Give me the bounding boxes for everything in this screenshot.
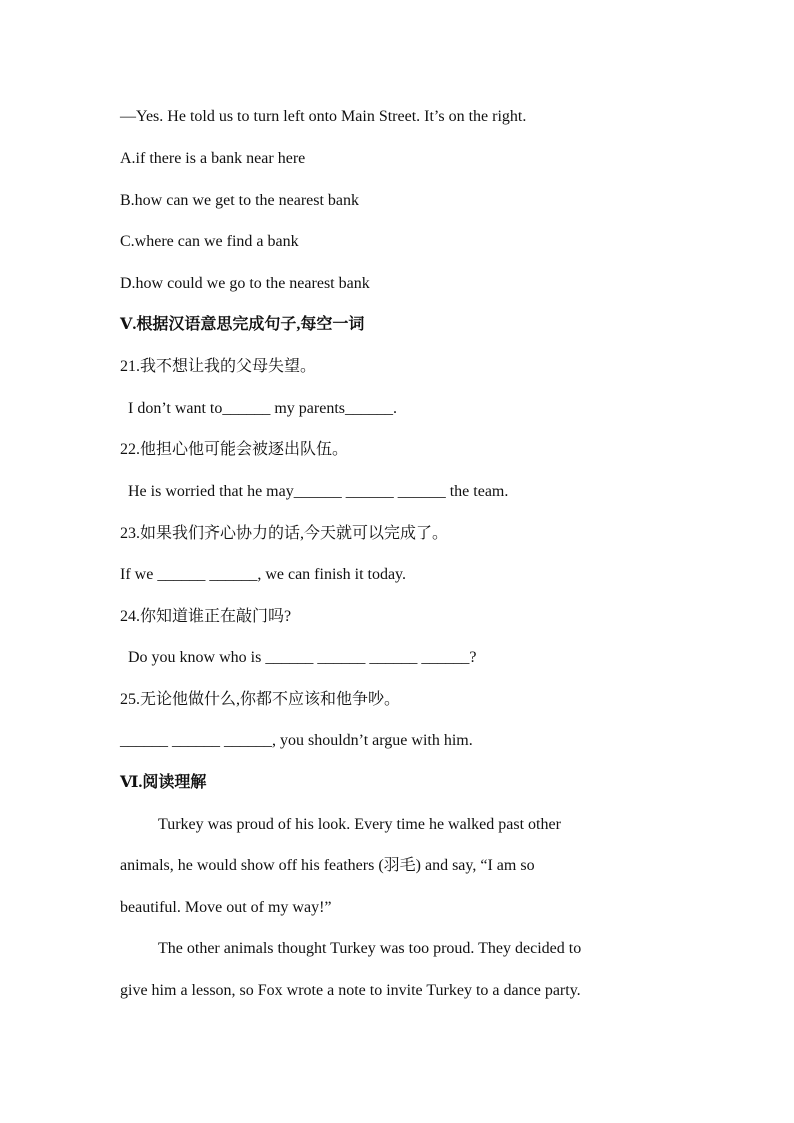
dialog-answer: —Yes. He told us to turn left onto Main Street. It’s on the right. [120, 108, 527, 125]
question-21-english: I don’t want to______ my parents______. [128, 400, 398, 417]
reading-line-2: animals, he would show off his feathers (羽毛) and say, “I am so [120, 857, 535, 874]
option-c: C.where can we find a bank [120, 233, 299, 250]
question-23-english: If we ______ ______, we can finish it today. [120, 566, 407, 583]
reading-line-1: Turkey was proud of his look. Every time he walked past other [158, 816, 561, 833]
option-d: D.how could we go to the nearest bank [120, 275, 370, 292]
reading-line-4: The other animals thought Turkey was too proud. They decided to [158, 940, 582, 957]
question-21-chinese: 21.我不想让我的父母失望。 [120, 358, 317, 375]
option-b: B.how can we get to the nearest bank [120, 192, 360, 209]
question-24-english: Do you know who is ______ ______ ______ ______? [128, 649, 477, 666]
question-24-chinese: 24.你知道谁正在敲门吗? [120, 608, 292, 625]
question-23-chinese: 23.如果我们齐心协力的话,今天就可以完成了。 [120, 525, 449, 542]
question-22-english: He is worried that he may______ ______ ______ the team. [128, 483, 509, 500]
question-25-english: ______ ______ ______, you shouldn’t argue with him. [120, 732, 473, 749]
section-5-heading: Ⅴ.根据汉语意思完成句子,每空一词 [120, 316, 365, 333]
option-a: A.if there is a bank near here [120, 150, 306, 167]
section-6-heading: Ⅵ.阅读理解 [120, 774, 207, 791]
question-25-chinese: 25.无论他做什么,你都不应该和他争吵。 [120, 691, 401, 708]
question-22-chinese: 22.他担心他可能会被逐出队伍。 [120, 441, 349, 458]
reading-line-5: give him a lesson, so Fox wrote a note to invite Turkey to a dance party. [120, 982, 581, 999]
reading-line-3: beautiful. Move out of my way!” [120, 899, 332, 916]
